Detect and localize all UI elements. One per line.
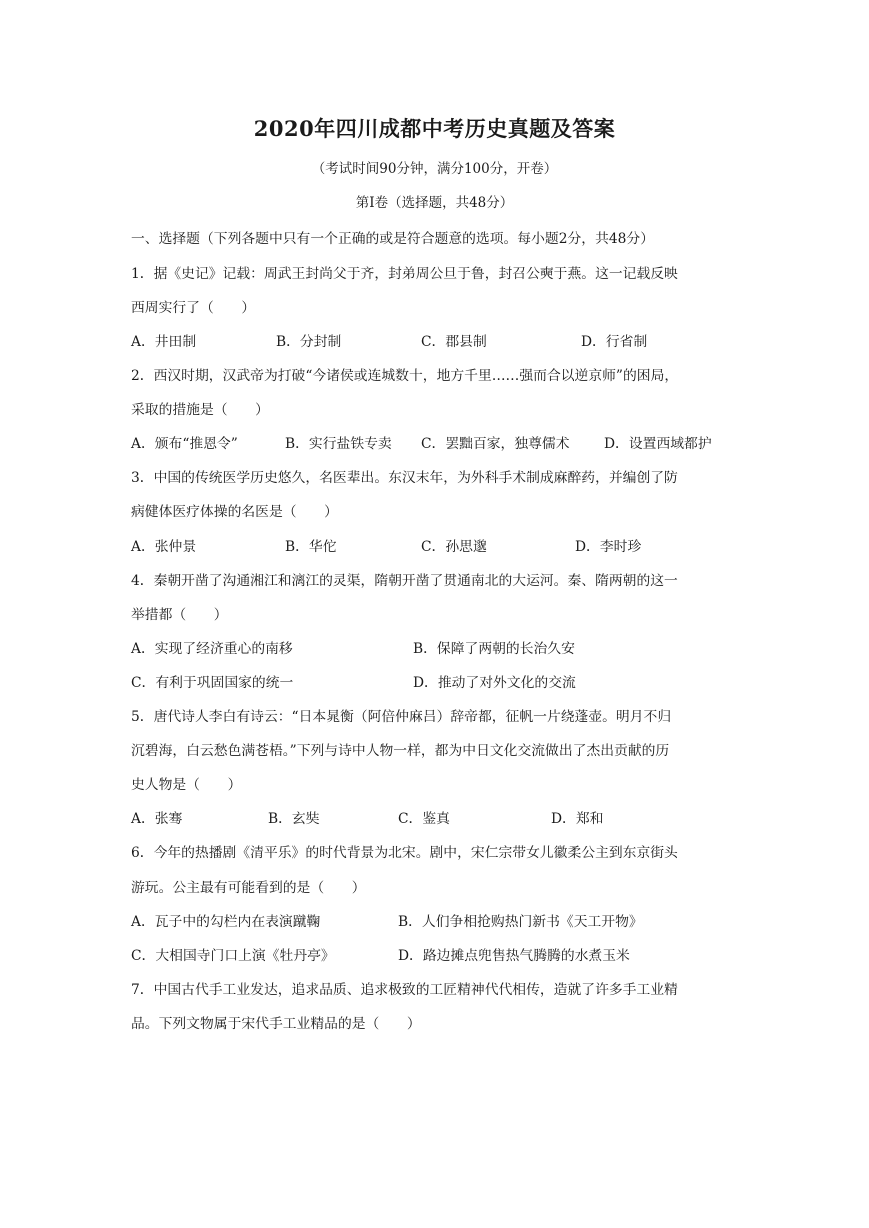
question-3-option-d: D．李时珍 bbox=[575, 539, 642, 555]
question-1-option-a: A．井田制 bbox=[131, 334, 197, 350]
question-2-line-2: 采取的措施是（ ） bbox=[131, 402, 269, 418]
question-7-line-1: 7．中国古代手工业发达，追求品质、追求极致的工匠精神代代相传，造就了许多手工业精 bbox=[131, 982, 678, 998]
question-4-option-b: B．保障了两朝的长治久安 bbox=[413, 641, 575, 657]
question-5-line-3: 史人物是（ ） bbox=[131, 777, 242, 793]
question-2-option-a: A．颁布“推恩令” bbox=[131, 436, 238, 452]
question-4-option-a: A．实现了经济重心的南移 bbox=[131, 641, 293, 657]
question-2-option-b: B．实行盐铁专卖 bbox=[285, 436, 392, 452]
question-2-option-d: D．设置西域都护 bbox=[604, 436, 712, 452]
question-3-option-b: B．华佗 bbox=[285, 539, 337, 555]
question-6-option-b: B．人们争相抢购热门新书《天工开物》 bbox=[398, 914, 643, 930]
question-5-option-d: D．郑和 bbox=[551, 811, 604, 827]
volume-heading: 第Ⅰ卷（选择题，共48分） bbox=[355, 195, 514, 211]
question-5-line-2: 沉碧海，白云愁色满苍梧。”下列与诗中人物一样，都为中日文化交流做出了杰出贡献的历 bbox=[131, 743, 670, 759]
question-4-line-2: 举措都（ ） bbox=[131, 607, 228, 623]
question-6-option-a: A．瓦子中的勾栏内在表演蹴鞠 bbox=[131, 914, 321, 930]
question-2-option-c: C．罢黜百家，独尊儒术 bbox=[421, 436, 570, 452]
question-4-option-d: D．推动了对外文化的交流 bbox=[413, 675, 576, 691]
question-5-option-a: A．张骞 bbox=[131, 811, 183, 827]
question-1-line-1: 1．据《史记》记载：周武王封尚父于齐，封弟周公旦于鲁，封召公奭于燕。这一记载反映 bbox=[131, 266, 678, 282]
exam-subtitle: （考试时间90分钟，满分100分，开卷） bbox=[311, 161, 558, 177]
question-3-option-c: C．孙思邈 bbox=[421, 539, 487, 555]
question-5-option-b: B．玄奘 bbox=[268, 811, 320, 827]
question-4-line-1: 4．秦朝开凿了沟通湘江和漓江的灵渠，隋朝开凿了贯通南北的大运河。秦、隋两朝的这一 bbox=[131, 573, 678, 589]
question-1-line-2: 西周实行了（ ） bbox=[131, 300, 256, 316]
question-7-line-2: 品。下列文物属于宋代手工业精品的是（ ） bbox=[131, 1016, 421, 1032]
question-6-option-d: D．路边摊点兜售热气腾腾的水煮玉米 bbox=[398, 948, 630, 964]
question-6-option-c: C．大相国寺门口上演《牡丹亭》 bbox=[131, 948, 335, 964]
question-1-option-d: D．行省制 bbox=[581, 334, 648, 350]
question-3-line-2: 病健体医疗体操的名医是（ ） bbox=[131, 504, 338, 520]
question-3-line-1: 3．中国的传统医学历史悠久，名医辈出。东汉末年，为外科手术制成麻醉药，并编创了防 bbox=[131, 470, 678, 486]
exam-title: 2020年四川成都中考历史真题及答案 bbox=[253, 116, 616, 141]
question-1-option-c: C．郡县制 bbox=[421, 334, 487, 350]
question-2-line-1: 2．西汉时期，汉武帝为打破“今诸侯或连城数十，地方千里……强而合以逆京师”的困局， bbox=[131, 368, 679, 384]
question-3-option-a: A．张仲景 bbox=[131, 539, 197, 555]
section-heading: 一、选择题（下列各题中只有一个正确的或是符合题意的选项。每小题2分，共48分） bbox=[131, 231, 655, 247]
question-5-option-c: C．鉴真 bbox=[398, 811, 450, 827]
question-6-line-2: 游玩。公主最有可能看到的是（ ） bbox=[131, 880, 366, 896]
question-6-line-1: 6．今年的热播剧《清平乐》的时代背景为北宋。剧中，宋仁宗带女儿徽柔公主到东京街头 bbox=[131, 845, 678, 861]
question-5-line-1: 5．唐代诗人李白有诗云：“日本晁衡（阿倍仲麻吕）辞帝都，征帆一片绕蓬壶。明月不归 bbox=[131, 709, 672, 725]
question-1-option-b: B．分封制 bbox=[276, 334, 342, 350]
question-4-option-c: C．有利于巩固国家的统一 bbox=[131, 675, 294, 691]
